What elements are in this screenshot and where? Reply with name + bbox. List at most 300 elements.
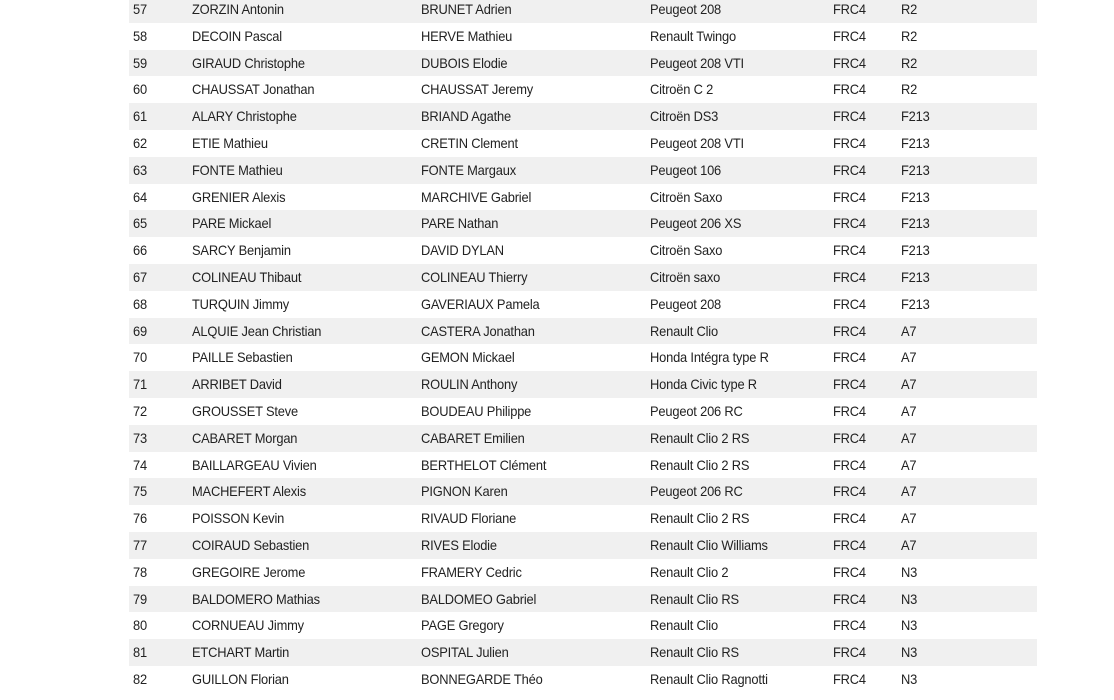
table-row bbox=[129, 264, 1037, 291]
car-model: Peugeot 208 bbox=[650, 1, 722, 17]
codriver-name: CHAUSSAT Jeremy bbox=[421, 81, 533, 98]
car-model: Renault Clio Ragnotti bbox=[650, 670, 768, 687]
driver-name: CORNUEAU Jimmy bbox=[192, 617, 304, 634]
league-code-cell bbox=[833, 23, 901, 50]
codriver-name: MARCHIVE Gabriel bbox=[421, 188, 532, 205]
car-class: A7 bbox=[901, 536, 917, 553]
codriver-name: DUBOIS Elodie bbox=[421, 54, 508, 71]
entry-number-cell bbox=[129, 559, 192, 586]
car-model: Renault Clio 2 RS bbox=[650, 429, 750, 446]
car-class-cell bbox=[901, 586, 1037, 613]
entry-list-table bbox=[129, 0, 1037, 693]
codriver-name-cell bbox=[421, 291, 650, 318]
codriver-name-cell bbox=[421, 639, 650, 666]
entry-number-cell bbox=[129, 532, 192, 559]
entry-number-cell bbox=[129, 586, 192, 613]
car-class-cell bbox=[901, 398, 1037, 425]
car-class: R2 bbox=[901, 27, 918, 44]
entry-number: 78 bbox=[133, 563, 147, 580]
league-code: FRC4 bbox=[833, 295, 866, 312]
league-code-cell bbox=[833, 210, 901, 237]
codriver-name-cell bbox=[421, 23, 650, 50]
league-code: FRC4 bbox=[833, 134, 866, 151]
codriver-name-cell bbox=[421, 157, 650, 184]
league-code: FRC4 bbox=[833, 81, 866, 98]
league-code: FRC4 bbox=[833, 644, 866, 661]
driver-name-cell bbox=[192, 103, 421, 130]
codriver-name: GAVERIAUX Pamela bbox=[421, 295, 540, 312]
car-model-cell bbox=[650, 184, 833, 211]
car-class: A7 bbox=[901, 456, 917, 473]
entry-number: 82 bbox=[133, 670, 147, 687]
codriver-name: CASTERA Jonathan bbox=[421, 322, 535, 339]
entry-number-cell bbox=[129, 0, 192, 23]
car-model-cell bbox=[650, 291, 833, 318]
car-class: A7 bbox=[901, 483, 917, 500]
driver-name: PARE Mickael bbox=[192, 215, 272, 232]
league-code-cell bbox=[833, 586, 901, 613]
car-model-cell bbox=[650, 210, 833, 237]
driver-name-cell bbox=[192, 398, 421, 425]
league-code-cell bbox=[833, 50, 901, 77]
entry-number-cell bbox=[129, 344, 192, 371]
driver-name-cell bbox=[192, 452, 421, 479]
driver-name: MACHEFERT Alexis bbox=[192, 483, 306, 500]
codriver-name: OSPITAL Julien bbox=[421, 644, 509, 661]
codriver-name: PIGNON Karen bbox=[421, 483, 508, 500]
car-model: Renault Clio RS bbox=[650, 644, 739, 661]
codriver-name: RIVAUD Floriane bbox=[421, 510, 517, 527]
car-class: F213 bbox=[901, 188, 930, 205]
codriver-name-cell bbox=[421, 425, 650, 452]
league-code: FRC4 bbox=[833, 536, 866, 553]
codriver-name-cell bbox=[421, 210, 650, 237]
car-model: Honda Civic type R bbox=[650, 376, 757, 393]
car-class: F213 bbox=[901, 108, 930, 125]
car-class-cell bbox=[901, 50, 1037, 77]
entry-number: 70 bbox=[133, 349, 147, 366]
car-model: Renault Clio 2 RS bbox=[650, 456, 750, 473]
entry-number: 57 bbox=[133, 1, 147, 17]
car-model: Peugeot 206 RC bbox=[650, 402, 743, 419]
car-model: Peugeot 208 VTI bbox=[650, 134, 744, 151]
car-class-cell bbox=[901, 0, 1037, 23]
car-class: A7 bbox=[901, 376, 917, 393]
codriver-name: COLINEAU Thierry bbox=[421, 268, 528, 285]
car-model-cell bbox=[650, 559, 833, 586]
codriver-name: CABARET Emilien bbox=[421, 429, 525, 446]
table-row bbox=[129, 50, 1037, 77]
entry-number: 62 bbox=[133, 134, 147, 151]
car-class: R2 bbox=[901, 1, 918, 17]
entry-number-cell bbox=[129, 371, 192, 398]
car-model-cell bbox=[650, 264, 833, 291]
car-model-cell bbox=[650, 103, 833, 130]
car-class-cell bbox=[901, 130, 1037, 157]
entry-number-cell bbox=[129, 76, 192, 103]
entry-number-cell bbox=[129, 50, 192, 77]
league-code-cell bbox=[833, 612, 901, 639]
car-model: Peugeot 208 VTI bbox=[650, 54, 744, 71]
entry-number-cell bbox=[129, 452, 192, 479]
league-code-cell bbox=[833, 103, 901, 130]
car-model: Renault Clio 2 bbox=[650, 563, 729, 580]
driver-name: COIRAUD Sebastien bbox=[192, 536, 310, 553]
car-model-cell bbox=[650, 639, 833, 666]
car-model-cell bbox=[650, 478, 833, 505]
table-row bbox=[129, 318, 1037, 345]
league-code: FRC4 bbox=[833, 54, 866, 71]
car-class: A7 bbox=[901, 349, 917, 366]
car-model: Renault Clio bbox=[650, 617, 718, 634]
entry-number-cell bbox=[129, 398, 192, 425]
driver-name: ZORZIN Antonin bbox=[192, 1, 284, 17]
car-model: Citroën DS3 bbox=[650, 108, 719, 125]
codriver-name-cell bbox=[421, 371, 650, 398]
league-code: FRC4 bbox=[833, 215, 866, 232]
league-code: FRC4 bbox=[833, 510, 866, 527]
car-class: A7 bbox=[901, 402, 917, 419]
league-code: FRC4 bbox=[833, 108, 866, 125]
car-model-cell bbox=[650, 452, 833, 479]
codriver-name-cell bbox=[421, 532, 650, 559]
entry-number-cell bbox=[129, 210, 192, 237]
codriver-name: FONTE Margaux bbox=[421, 161, 516, 178]
car-class-cell bbox=[901, 612, 1037, 639]
league-code-cell bbox=[833, 398, 901, 425]
car-class: F213 bbox=[901, 242, 930, 259]
codriver-name-cell bbox=[421, 0, 650, 23]
driver-name: BAILLARGEAU Vivien bbox=[192, 456, 317, 473]
car-model-cell bbox=[650, 425, 833, 452]
league-code-cell bbox=[833, 452, 901, 479]
car-class-cell bbox=[901, 264, 1037, 291]
league-code-cell bbox=[833, 666, 901, 693]
entry-number-cell bbox=[129, 425, 192, 452]
driver-name: ETIE Mathieu bbox=[192, 134, 268, 151]
codriver-name-cell bbox=[421, 478, 650, 505]
car-model: Peugeot 106 bbox=[650, 161, 722, 178]
driver-name-cell bbox=[192, 586, 421, 613]
car-class: F213 bbox=[901, 215, 930, 232]
entry-number: 67 bbox=[133, 268, 147, 285]
driver-name-cell bbox=[192, 237, 421, 264]
car-class-cell bbox=[901, 559, 1037, 586]
entry-number-cell bbox=[129, 23, 192, 50]
car-class-cell bbox=[901, 532, 1037, 559]
car-model: Peugeot 206 RC bbox=[650, 483, 743, 500]
codriver-name: PAGE Gregory bbox=[421, 617, 504, 634]
table-row bbox=[129, 291, 1037, 318]
driver-name: POISSON Kevin bbox=[192, 510, 285, 527]
codriver-name-cell bbox=[421, 559, 650, 586]
driver-name-cell bbox=[192, 425, 421, 452]
entry-number: 81 bbox=[133, 644, 147, 661]
league-code: FRC4 bbox=[833, 27, 866, 44]
entry-number: 71 bbox=[133, 376, 147, 393]
car-class: N3 bbox=[901, 617, 918, 634]
entry-number-cell bbox=[129, 505, 192, 532]
car-model-cell bbox=[650, 398, 833, 425]
table-row bbox=[129, 76, 1037, 103]
entry-number: 75 bbox=[133, 483, 147, 500]
car-class: R2 bbox=[901, 81, 918, 98]
codriver-name-cell bbox=[421, 50, 650, 77]
car-model: Renault Twingo bbox=[650, 27, 736, 44]
car-model: Honda Intégra type R bbox=[650, 349, 769, 366]
league-code-cell bbox=[833, 130, 901, 157]
car-class-cell bbox=[901, 344, 1037, 371]
car-model-cell bbox=[650, 505, 833, 532]
entry-number: 65 bbox=[133, 215, 147, 232]
driver-name: ETCHART Martin bbox=[192, 644, 290, 661]
driver-name: TURQUIN Jimmy bbox=[192, 295, 290, 312]
car-class-cell bbox=[901, 210, 1037, 237]
car-model: Citroën Saxo bbox=[650, 242, 723, 259]
entry-number-cell bbox=[129, 478, 192, 505]
entry-number-cell bbox=[129, 264, 192, 291]
driver-name: SARCY Benjamin bbox=[192, 242, 291, 259]
league-code-cell bbox=[833, 532, 901, 559]
car-model: Peugeot 206 XS bbox=[650, 215, 742, 232]
league-code: FRC4 bbox=[833, 376, 866, 393]
codriver-name-cell bbox=[421, 666, 650, 693]
car-class-cell bbox=[901, 505, 1037, 532]
entry-number-cell bbox=[129, 318, 192, 345]
driver-name: GIRAUD Christophe bbox=[192, 54, 305, 71]
league-code: FRC4 bbox=[833, 161, 866, 178]
codriver-name: BALDOMEO Gabriel bbox=[421, 590, 537, 607]
entry-number-cell bbox=[129, 130, 192, 157]
league-code-cell bbox=[833, 76, 901, 103]
codriver-name: CRETIN Clement bbox=[421, 134, 518, 151]
entry-number-cell bbox=[129, 184, 192, 211]
codriver-name-cell bbox=[421, 76, 650, 103]
entry-number: 60 bbox=[133, 81, 147, 98]
driver-name-cell bbox=[192, 666, 421, 693]
car-model: Citroën C 2 bbox=[650, 81, 714, 98]
table-row bbox=[129, 505, 1037, 532]
driver-name-cell bbox=[192, 210, 421, 237]
codriver-name: BOUDEAU Philippe bbox=[421, 402, 532, 419]
table-row bbox=[129, 452, 1037, 479]
entry-number-cell bbox=[129, 237, 192, 264]
car-class-cell bbox=[901, 103, 1037, 130]
entry-number-cell bbox=[129, 103, 192, 130]
driver-name: DECOIN Pascal bbox=[192, 27, 282, 44]
car-model: Peugeot 208 bbox=[650, 295, 722, 312]
league-code: FRC4 bbox=[833, 617, 866, 634]
car-class: F213 bbox=[901, 161, 930, 178]
codriver-name: DAVID DYLAN bbox=[421, 242, 504, 259]
league-code-cell bbox=[833, 157, 901, 184]
car-class-cell bbox=[901, 452, 1037, 479]
driver-name-cell bbox=[192, 23, 421, 50]
table-row bbox=[129, 103, 1037, 130]
driver-name-cell bbox=[192, 264, 421, 291]
table-row bbox=[129, 612, 1037, 639]
table-row bbox=[129, 586, 1037, 613]
driver-name: BALDOMERO Mathias bbox=[192, 590, 320, 607]
car-class-cell bbox=[901, 478, 1037, 505]
car-class-cell bbox=[901, 237, 1037, 264]
entry-number: 63 bbox=[133, 161, 147, 178]
car-class-cell bbox=[901, 23, 1037, 50]
car-model-cell bbox=[650, 50, 833, 77]
entry-number: 80 bbox=[133, 617, 147, 634]
codriver-name: FRAMERY Cedric bbox=[421, 563, 522, 580]
codriver-name: RIVES Elodie bbox=[421, 536, 497, 553]
car-model-cell bbox=[650, 532, 833, 559]
car-model-cell bbox=[650, 130, 833, 157]
car-class: N3 bbox=[901, 644, 918, 661]
car-class: N3 bbox=[901, 563, 918, 580]
driver-name-cell bbox=[192, 76, 421, 103]
car-class-cell bbox=[901, 639, 1037, 666]
league-code: FRC4 bbox=[833, 349, 866, 366]
league-code-cell bbox=[833, 184, 901, 211]
table-row bbox=[129, 639, 1037, 666]
table-row bbox=[129, 371, 1037, 398]
car-model-cell bbox=[650, 318, 833, 345]
codriver-name: HERVE Mathieu bbox=[421, 27, 513, 44]
driver-name: GRENIER Alexis bbox=[192, 188, 286, 205]
driver-name-cell bbox=[192, 505, 421, 532]
table-row bbox=[129, 210, 1037, 237]
table-row bbox=[129, 130, 1037, 157]
entry-number: 69 bbox=[133, 322, 147, 339]
car-class: A7 bbox=[901, 429, 917, 446]
car-model-cell bbox=[650, 23, 833, 50]
league-code: FRC4 bbox=[833, 670, 866, 687]
league-code: FRC4 bbox=[833, 242, 866, 259]
league-code-cell bbox=[833, 237, 901, 264]
codriver-name: BRUNET Adrien bbox=[421, 1, 512, 17]
car-model-cell bbox=[650, 237, 833, 264]
codriver-name-cell bbox=[421, 318, 650, 345]
driver-name-cell bbox=[192, 532, 421, 559]
car-model: Renault Clio Williams bbox=[650, 536, 768, 553]
driver-name: COLINEAU Thibaut bbox=[192, 268, 302, 285]
driver-name: GUILLON Florian bbox=[192, 670, 289, 687]
codriver-name-cell bbox=[421, 184, 650, 211]
car-model-cell bbox=[650, 586, 833, 613]
league-code: FRC4 bbox=[833, 322, 866, 339]
car-class: N3 bbox=[901, 670, 918, 687]
driver-name-cell bbox=[192, 130, 421, 157]
codriver-name-cell bbox=[421, 612, 650, 639]
codriver-name: BRIAND Agathe bbox=[421, 108, 511, 125]
codriver-name-cell bbox=[421, 130, 650, 157]
driver-name-cell bbox=[192, 50, 421, 77]
car-class-cell bbox=[901, 76, 1037, 103]
table-row bbox=[129, 344, 1037, 371]
codriver-name-cell bbox=[421, 452, 650, 479]
table-row bbox=[129, 237, 1037, 264]
codriver-name: ROULIN Anthony bbox=[421, 376, 518, 393]
table-row bbox=[129, 478, 1037, 505]
car-model: Citroën saxo bbox=[650, 268, 721, 285]
league-code-cell bbox=[833, 478, 901, 505]
entry-number-cell bbox=[129, 612, 192, 639]
car-class-cell bbox=[901, 184, 1037, 211]
car-class: A7 bbox=[901, 510, 917, 527]
car-model-cell bbox=[650, 666, 833, 693]
car-model-cell bbox=[650, 612, 833, 639]
league-code: FRC4 bbox=[833, 188, 866, 205]
league-code: FRC4 bbox=[833, 429, 866, 446]
driver-name: FONTE Mathieu bbox=[192, 161, 283, 178]
league-code-cell bbox=[833, 0, 901, 23]
league-code: FRC4 bbox=[833, 268, 866, 285]
driver-name-cell bbox=[192, 559, 421, 586]
driver-name-cell bbox=[192, 157, 421, 184]
league-code-cell bbox=[833, 505, 901, 532]
entry-number-cell bbox=[129, 157, 192, 184]
league-code: FRC4 bbox=[833, 1, 866, 17]
league-code: FRC4 bbox=[833, 563, 866, 580]
car-class-cell bbox=[901, 157, 1037, 184]
table-row bbox=[129, 23, 1037, 50]
driver-name: CABARET Morgan bbox=[192, 429, 298, 446]
car-model: Renault Clio bbox=[650, 322, 718, 339]
entry-number: 76 bbox=[133, 510, 147, 527]
codriver-name-cell bbox=[421, 237, 650, 264]
table-row bbox=[129, 559, 1037, 586]
table-row bbox=[129, 666, 1037, 693]
car-model-cell bbox=[650, 371, 833, 398]
driver-name: PAILLE Sebastien bbox=[192, 349, 293, 366]
table-row bbox=[129, 532, 1037, 559]
entry-number: 73 bbox=[133, 429, 147, 446]
car-class: N3 bbox=[901, 590, 918, 607]
league-code: FRC4 bbox=[833, 456, 866, 473]
driver-name-cell bbox=[192, 371, 421, 398]
driver-name-cell bbox=[192, 344, 421, 371]
entry-number: 58 bbox=[133, 27, 147, 44]
codriver-name-cell bbox=[421, 103, 650, 130]
league-code: FRC4 bbox=[833, 402, 866, 419]
driver-name: ALQUIE Jean Christian bbox=[192, 322, 322, 339]
entry-number: 64 bbox=[133, 188, 147, 205]
league-code-cell bbox=[833, 559, 901, 586]
driver-name: ARRIBET David bbox=[192, 376, 282, 393]
car-class: R2 bbox=[901, 54, 918, 71]
entry-number: 77 bbox=[133, 536, 147, 553]
table-row bbox=[129, 184, 1037, 211]
entry-number: 68 bbox=[133, 295, 147, 312]
codriver-name-cell bbox=[421, 586, 650, 613]
league-code-cell bbox=[833, 291, 901, 318]
league-code-cell bbox=[833, 264, 901, 291]
driver-name: CHAUSSAT Jonathan bbox=[192, 81, 315, 98]
driver-name-cell bbox=[192, 612, 421, 639]
table-row bbox=[129, 398, 1037, 425]
car-class-cell bbox=[901, 291, 1037, 318]
driver-name: GREGOIRE Jerome bbox=[192, 563, 306, 580]
car-class: F213 bbox=[901, 295, 930, 312]
league-code-cell bbox=[833, 371, 901, 398]
car-class: A7 bbox=[901, 322, 917, 339]
car-class: F213 bbox=[901, 134, 930, 151]
codriver-name: GEMON Mickael bbox=[421, 349, 515, 366]
entry-number: 74 bbox=[133, 456, 147, 473]
table-row bbox=[129, 425, 1037, 452]
car-model: Citroën Saxo bbox=[650, 188, 723, 205]
league-code-cell bbox=[833, 425, 901, 452]
entry-number: 72 bbox=[133, 402, 147, 419]
entry-number: 79 bbox=[133, 590, 147, 607]
